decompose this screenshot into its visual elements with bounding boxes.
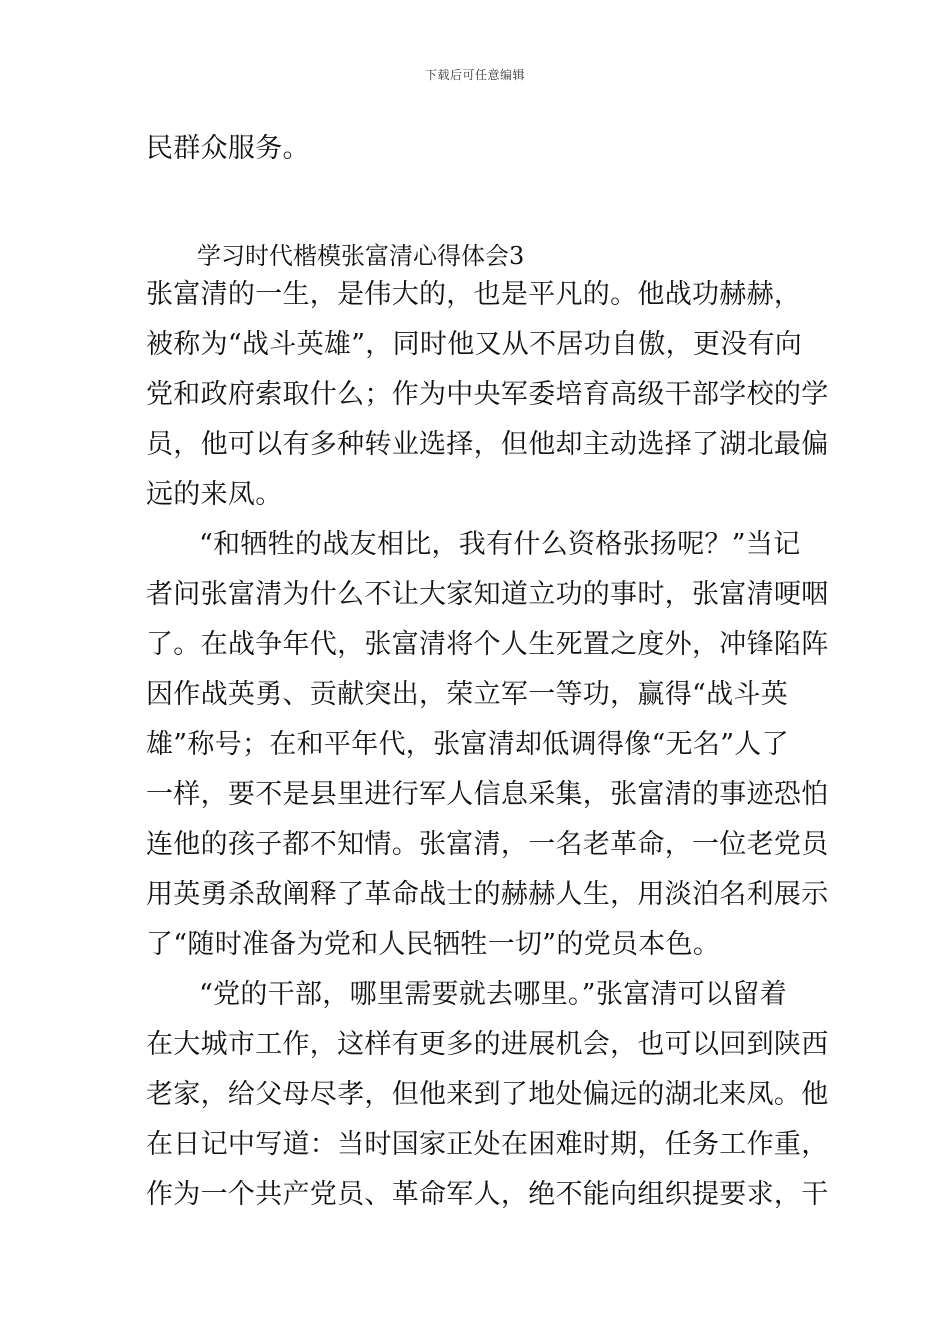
body-line: 党和政府索取什么；作为中央军委培育高级干部学校的学	[146, 379, 829, 410]
body-line: 了。在战争年代，张富清将个人生死置之度外，冲锋陷阵	[146, 629, 829, 660]
body-line: 连他的孩子都不知情。张富清，一名老革命，一位老党员	[146, 829, 829, 860]
body-line: 老家，给父母尽孝，但他来到了地处偏远的湖北来凤。他	[146, 1079, 829, 1110]
body-line: 张富清的一生，是伟大的，也是平凡的。他战功赫赫，	[146, 279, 802, 310]
body-line: 者问张富清为什么不让大家知道立功的事时，张富清哽咽	[146, 579, 829, 610]
body-line: 在日记中写道：当时国家正处在困难时期，任务工作重，	[146, 1129, 829, 1160]
body-line: “党的干部，哪里需要就去哪里。”张富清可以留着	[199, 979, 788, 1010]
body-line: 了“随时准备为党和人民牺牲一切”的党员本色。	[146, 929, 721, 960]
body-line: 作为一个共产党员、革命军人，绝不能向组织提要求，干	[146, 1179, 829, 1210]
body-line: 用英勇杀敌阐释了革命战士的赫赫人生，用淡泊名利展示	[146, 879, 829, 910]
page-header: 下载后可任意编辑	[424, 68, 525, 82]
section-title: 学习时代楷模张富清心得体会3	[197, 242, 525, 270]
body-line: 雄”称号；在和平年代，张富清却低调得像“无名”人了	[146, 729, 789, 760]
body-line: 员，他可以有多种转业选择，但他却主动选择了湖北最偏	[146, 429, 829, 460]
body-line: 因作战英勇、贡献突出，荣立军一等功，赢得“战斗英	[146, 679, 789, 710]
body-line: 远的来凤。	[146, 479, 283, 510]
body-line: 被称为“战斗英雄”，同时他又从不居功自傲，更没有向	[146, 329, 803, 360]
body-line: 在大城市工作，这样有更多的进展机会，也可以回到陕西	[146, 1029, 829, 1060]
intro-line: 民群众服务。	[146, 133, 310, 164]
body-line: 一样，要不是县里进行军人信息采集，张富清的事迹恐怕	[146, 779, 829, 810]
body-line: “和牺牲的战友相比，我有什么资格张扬呢？”当记	[199, 529, 801, 560]
